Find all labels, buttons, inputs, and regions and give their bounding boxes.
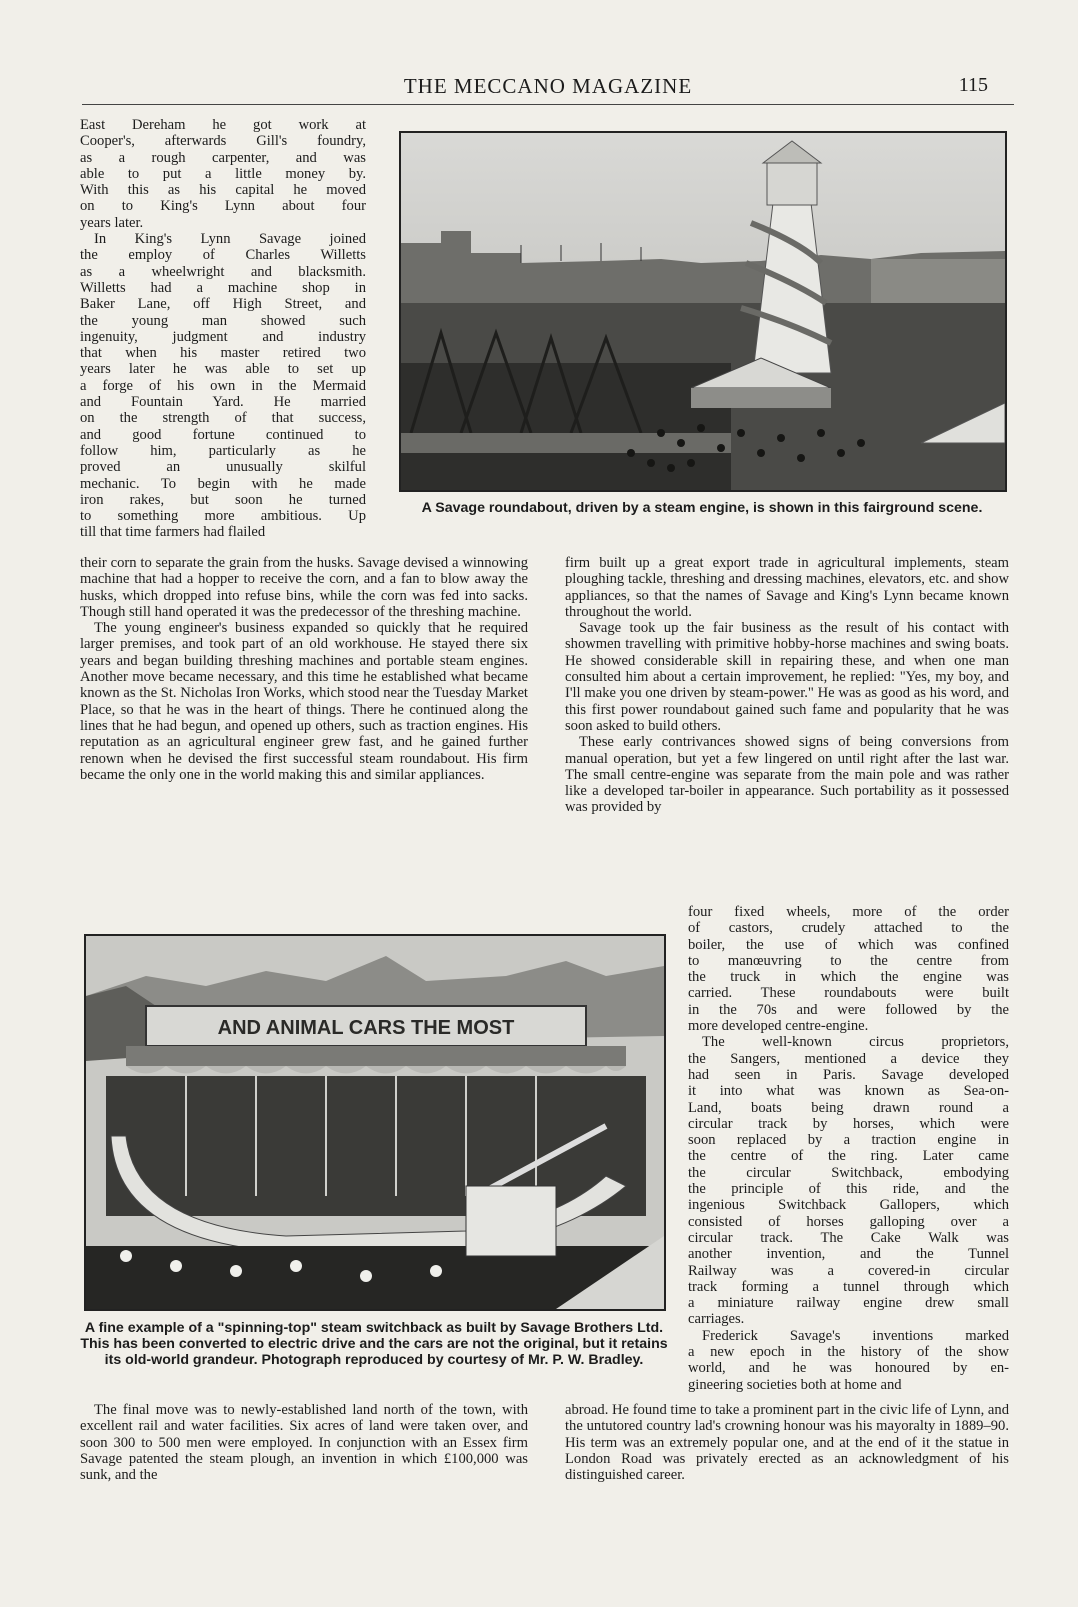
text-line: and good fortune continued to	[80, 426, 366, 443]
text-line: ingenuity, judgment and industry	[80, 328, 366, 345]
text-line: that when his master retired two	[80, 345, 366, 362]
paragraph: These early contrivances showed signs of being conversions from manual operation, but yet a few lingered on until right after the last war. The small centre-engine was separate from the main pole and was rather like a developed tar-boiler in appearance. Such portability as it possessed was provided by	[565, 734, 1009, 816]
text-line: iron rakes, but soon he turned	[80, 491, 366, 508]
text-line: the centre of the ring. Later came	[688, 1148, 1009, 1165]
top-photo-caption: A Savage roundabout, driven by a steam engine, is shown in this fairground scene.	[421, 500, 983, 516]
text-line: till that time farmers had flailed	[80, 524, 266, 541]
sign-text: AND ANIMAL CARS THE MOST	[217, 1017, 515, 1039]
text-line: a forge of his own in the Mermaid	[80, 377, 366, 394]
text-line: of castors, crudely attached to the	[688, 920, 1009, 937]
text-line: Baker Lane, off High Street, and	[80, 296, 366, 313]
paragraph: The final move was to newly-established land north of the town, with excellent rail and water facilities. Six acres of land were taken over, and soon 300 to 500 men were employed. In conjunction with an Essex firm Savage patented the steam plough, an invention in which £100,000 was sunk, and the	[80, 1402, 528, 1484]
right-column-bottom	[565, 1402, 1009, 1483]
text-line: the truck in which the engine was	[688, 969, 1009, 986]
text-line: more developed centre-engine.	[688, 1018, 869, 1035]
text-line: In King's Lynn Savage joined	[94, 231, 366, 248]
text-line: circular track by horses, which were	[688, 1115, 1009, 1132]
text-line: the principle of this ride, and the	[688, 1181, 1009, 1198]
text-line: proved an unusually skilful	[80, 459, 366, 476]
text-line: able to put a little money by.	[80, 165, 366, 182]
text-line: soon replaced by a traction engine in	[688, 1132, 1009, 1149]
text-line: world, and he was honoured by en-	[688, 1360, 1009, 1377]
text-line: the young man showed such	[80, 312, 366, 329]
text-line: another invention, and the Tunnel	[688, 1246, 1009, 1263]
text-line: to something more ambitious. Up	[80, 508, 366, 525]
text-line: carriages.	[688, 1311, 745, 1328]
left-column-continued	[80, 555, 528, 783]
text-line: the circular Switchback, embodying	[688, 1164, 1009, 1181]
text-line: on the strength of that success,	[80, 410, 366, 427]
text-line: ingenious Switchback Gallopers, which	[688, 1197, 1009, 1214]
text-line: it into what was known as Sea-on-	[688, 1083, 1009, 1100]
text-line: four fixed wheels, more of the order	[688, 904, 1009, 920]
text-line: Frederick Savage's inventions marked	[702, 1327, 1009, 1344]
text-line: on to King's Lynn about four	[80, 198, 366, 215]
paragraph: their corn to separate the grain from the husks. Savage devised a winnowing machine that had a hopper to receive the corn, and a fan to blow away the husks, which dropped into refuse bins, while the corn was fed into sacks. Though still hand operated it was the predecessor of the threshing machine.	[80, 555, 528, 620]
paragraph: Savage took up the fair business as the result of his contact with showmen travelling with primitive hobby-horse machines and swing boats. He showed considerable skill in repairing these, and when one man consulted him about a certain improvement, he replied: "Yes, my boy, and I'll make you one driven by steam-power." He was as good as his word, and this first power roundabout gained such fame and popularity that he was soon asked to build others.	[565, 620, 1009, 734]
text-line: a new epoch in the history of the show	[688, 1344, 1009, 1361]
text-line: Willetts had a machine shop in	[80, 279, 366, 296]
text-line: Railway was a covered-in circular	[688, 1262, 1009, 1279]
paragraph: The young engineer's business expanded so quickly that he required larger premises, and took part of an old workhouse. He stayed there six years and began building threshing machines and portable steam engines. Another move became necessary, and this time he established what became known as the St. Nicholas Iron Works, which stood near the Tuesday Market Place, so that he was in the heart of things. There he continued along the lines that he had begun, and opened up others, such as traction engines. His reputation as an agricultural engineer grew fast, and he gained further renown when he devised the first successful steam roundabout. His firm became the only one in the world making this and similar appliances.	[80, 620, 528, 783]
text-line: carried. These roundabouts were built	[688, 985, 1009, 1002]
bottom-photo-caption: A fine example of a "spinning-top" steam switchback as built by Savage Brothers Ltd. This has been converted to electric drive and the cars are not the original, but it retains its old-world grandeur. Photograph reproduced by courtesy of Mr. P. W. Bradley.	[80, 1320, 668, 1369]
right-column-top	[565, 555, 1009, 816]
text-line: follow him, particularly as he	[80, 442, 366, 459]
text-line: circular track. The Cake Walk was	[688, 1229, 1009, 1246]
page-header	[82, 66, 1014, 105]
paragraph: abroad. He found time to take a prominent part in the civic life of Lynn, and the untutored country lad's crowning honour was his mayoralty in 1889–90. His term was an extremely popular one, and at the end of it the statue in London Road was privately erected as an acknowledgment of his distinguished career.	[565, 1402, 1009, 1484]
top-photo-fairground	[399, 131, 1007, 492]
text-line: in the 70s and were followed by the	[688, 1001, 1009, 1018]
paragraph: firm built up a great export trade in agricultural implements, steam ploughing tackle, threshing and dressing machines, elevators, etc. and show appliances, so that the names of Savage and King's Lynn became known throughout the world.	[565, 555, 1009, 620]
text-line: With this as his capital he moved	[80, 182, 366, 199]
page-number: 115	[958, 74, 988, 96]
text-line: Land, boats being drawn round a	[688, 1099, 1009, 1116]
text-line: East Dereham he got work at	[80, 117, 366, 133]
text-line: Cooper's, afterwards Gill's foundry,	[80, 133, 366, 150]
text-line: years later.	[80, 214, 144, 231]
text-line: had seen in Paris. Savage developed	[688, 1066, 1009, 1083]
switchback-ride-image	[86, 936, 664, 1309]
left-column-bottom	[80, 1402, 528, 1483]
text-line: and Fountain Yard. He married	[80, 394, 366, 411]
text-line: track forming a tunnel through which	[688, 1278, 1009, 1295]
fairground-scene-image	[401, 133, 1005, 490]
right-narrow-column	[688, 904, 1009, 1393]
left-narrow-column	[80, 117, 366, 541]
text-line: consisted of horses galloping over a	[688, 1213, 1009, 1230]
text-line: years later he was able to set up	[80, 361, 366, 378]
bottom-photo-switchback	[84, 934, 666, 1311]
text-line: the employ of Charles Willetts	[80, 247, 366, 264]
text-line: as a wheelwright and blacksmith.	[80, 263, 366, 280]
text-line: boiler, the use of which was confined	[688, 936, 1009, 953]
text-line: mechanic. To begin with he made	[80, 475, 366, 492]
text-line: gineering societies both at home and	[688, 1376, 902, 1393]
text-line: as a rough carpenter, and was	[80, 149, 366, 166]
text-line: to manœuvring to the centre from	[688, 952, 1009, 969]
text-line: a miniature railway engine drew small	[688, 1295, 1009, 1312]
text-line: the Sangers, mentioned a device they	[688, 1050, 1009, 1067]
magazine-title: THE MECCANO MAGAZINE	[403, 74, 693, 98]
text-line: The well-known circus proprietors,	[702, 1034, 1009, 1051]
